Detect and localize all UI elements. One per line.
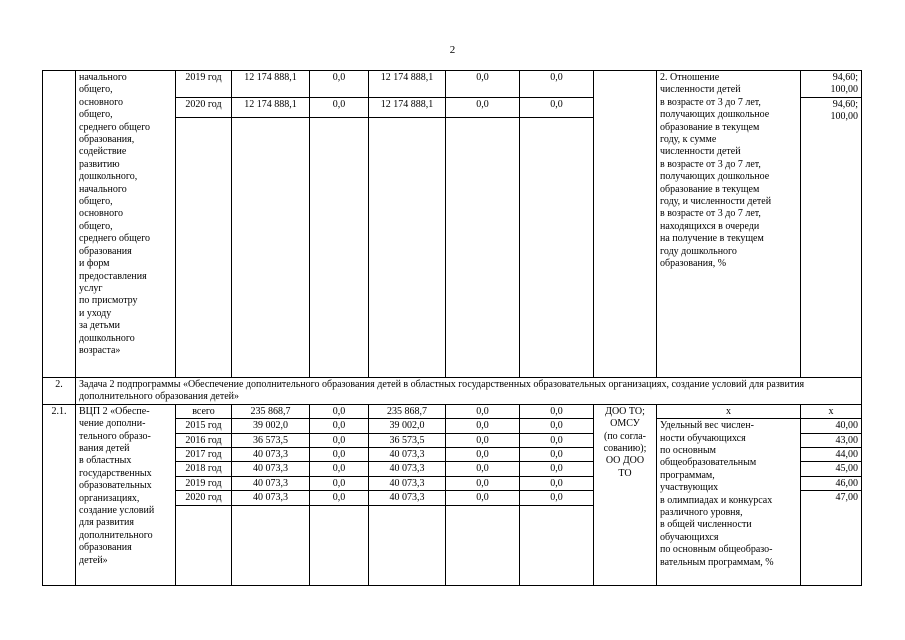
year-cell: 2020 год [176,97,232,117]
fed-cell: 0,0 [310,71,369,98]
other-cell: 0,0 [520,404,594,418]
other-cell: 0,0 [520,97,594,117]
task-text: Задача 2 подпрограммы «Обеспечение дополнительного образования детей в областных государственных образовательных организациях, создание условий для развития дополнительного образования детей» [76,378,862,405]
empty-cell [310,118,369,378]
other-cell: 0,0 [520,476,594,490]
empty-cell [446,118,520,378]
other-cell: 0,0 [520,419,594,433]
page-number: 2 [449,44,456,56]
executor-cell: ДОО ТО; ОМСУ (по согла- сованию); ОО ДОО ТО [594,404,657,585]
reg-cell: 40 073,3 [369,448,446,462]
total-cell: 39 002,0 [232,419,310,433]
total-cell: 40 073,3 [232,448,310,462]
value-x: х [801,404,862,418]
year-cell: 2015 год [176,419,232,433]
reg-cell: 36 573,5 [369,433,446,447]
total-cell: 36 573,5 [232,433,310,447]
empty-cell [369,118,446,378]
fed-cell: 0,0 [310,97,369,117]
fed-cell: 0,0 [310,448,369,462]
fed-cell: 0,0 [310,476,369,490]
program-text: ВЦП 2 «Обеспе- чение дополни- тельного образо- вания детей в областных государственных образовательных организациях, создание условий для развития дополнительного образования детей» [76,404,176,585]
empty-cell [369,505,446,585]
indicator-value: 43,00 [801,433,862,447]
other-cell: 0,0 [520,71,594,98]
empty-cell [232,118,310,378]
fed-cell: 0,0 [310,419,369,433]
year-cell: 2017 год [176,448,232,462]
fed-cell: 0,0 [310,491,369,505]
fed-cell: 0,0 [310,404,369,418]
fed-cell: 0,0 [310,433,369,447]
indicator-x: х [657,404,801,418]
reg-cell: 12 174 888,1 [369,71,446,98]
year-cell: 2019 год [176,476,232,490]
program-table [42,70,862,586]
total-cell: 40 073,3 [232,462,310,476]
empty-cell [310,505,369,585]
reg-cell: 39 002,0 [369,419,446,433]
reg-cell: 235 868,7 [369,404,446,418]
year-cell: 2020 год [176,491,232,505]
indicator-value: 94,60; 100,00 [801,71,862,98]
other-cell: 0,0 [520,462,594,476]
mun-cell: 0,0 [446,491,520,505]
empty-cell [520,118,594,378]
other-cell: 0,0 [520,491,594,505]
task-number: 2. [43,378,76,405]
reg-cell: 40 073,3 [369,476,446,490]
reg-cell: 12 174 888,1 [369,97,446,117]
indicator-text: 2. Отношение численности детей в возрасте от 3 до 7 лет, получающих дошкольное образование в текущем году, к сумме численности детей в возрасте от 3 до 7 лет, получающих дошкольное образование в текущем году, и численности детей в возрасте от 3 до 7 лет, находящихся в очереди на получение в текущем году дошкольного образования, % [657,71,801,378]
year-cell: 2019 год [176,71,232,98]
mun-cell: 0,0 [446,404,520,418]
empty-cell [176,118,232,378]
task-row [43,378,862,405]
indicator-value: 44,00 [801,448,862,462]
reg-cell: 40 073,3 [369,462,446,476]
indicator-value: 94,60; 100,00 [801,97,862,377]
table-row [43,71,862,98]
mun-cell: 0,0 [446,448,520,462]
total-cell: 12 174 888,1 [232,71,310,98]
executor-cell [594,71,657,378]
total-cell: 40 073,3 [232,476,310,490]
other-cell: 0,0 [520,448,594,462]
mun-cell: 0,0 [446,462,520,476]
program-text: начального общего, основного общего, среднего общего образования, содействие развитию дошкольного, начального общего, основного общего, среднего общего образования и форм предоставления услуг по присмотру и уходу за детьми дошкольного возраста» [76,71,176,378]
mun-cell: 0,0 [446,433,520,447]
indicator-value: 40,00 [801,419,862,433]
row-number-cell [43,71,76,378]
empty-cell [176,505,232,585]
year-cell: всего [176,404,232,418]
indicator-value: 46,00 [801,476,862,490]
mun-cell: 0,0 [446,419,520,433]
other-cell: 0,0 [520,433,594,447]
mun-cell: 0,0 [446,476,520,490]
fed-cell: 0,0 [310,462,369,476]
mun-cell: 0,0 [446,97,520,117]
empty-cell [446,505,520,585]
table-row [43,404,862,418]
year-cell: 2018 год [176,462,232,476]
year-cell: 2016 год [176,433,232,447]
indicator-value: 47,00 [801,491,862,585]
total-cell: 235 868,7 [232,404,310,418]
empty-cell [520,505,594,585]
total-cell: 40 073,3 [232,491,310,505]
row-number-cell: 2.1. [43,404,76,585]
total-cell: 12 174 888,1 [232,97,310,117]
reg-cell: 40 073,3 [369,491,446,505]
mun-cell: 0,0 [446,71,520,98]
indicator-text: Удельный вес числен- ности обучающихся по основным общеобразовательным программам, участвующих в олимпиадах и конкурсах различного уровня, в общей численности обучающихся по основным общеобразо- вательным программам, % [657,419,801,585]
empty-cell [232,505,310,585]
indicator-value: 45,00 [801,462,862,476]
